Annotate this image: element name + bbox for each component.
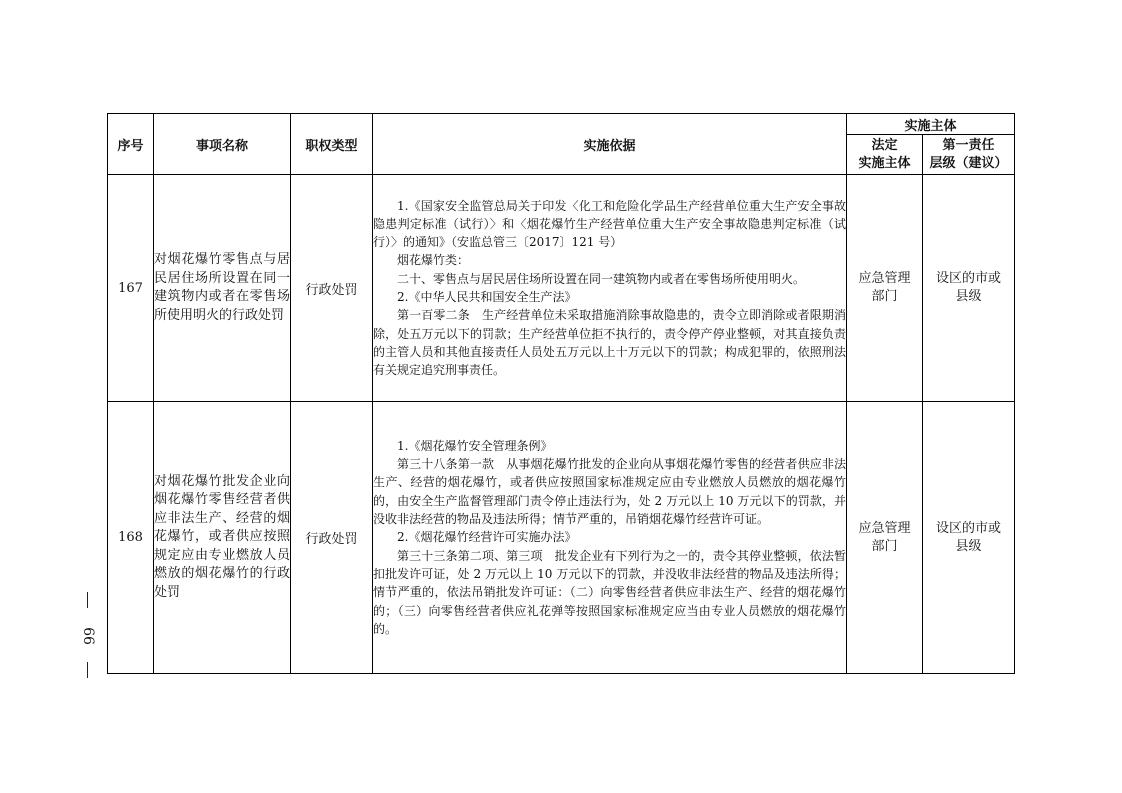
basis-paragraph: 二十、零售点与居民居住场所设置在同一建筑物内或者在零售场所使用明火。 [397,271,806,286]
administrative-penalty-table [107,113,1015,674]
row-item-name: 对烟花爆竹批发企业向烟花爆竹零售经营者供应非法生产、经营的烟花爆竹，或者供应按照规定应由专业燃放人员燃放的烟花爆竹的行政处罚 [154,402,291,674]
legal-subject-line-1: 应急管理 [858,271,911,286]
row-first-responsibility [923,402,1015,674]
row-item-name: 对烟花爆竹零售点与居民居住场所设置在同一建筑物内或者在零售场所使用明火的行政处罚 [154,175,291,402]
first-responsibility-line-2: 县级 [955,538,982,554]
header-first-responsibility-line-1: 第一责任 [942,137,995,153]
row-legal-subject [847,402,923,674]
legal-subject-line-2: 部门 [871,289,898,304]
table-row [108,175,1015,402]
basis-paragraph: 2.《中华人民共和国安全生产法》 [397,290,577,304]
header-basis: 实施依据 [373,114,847,175]
row-first-responsibility [923,175,1015,402]
row-legal-subject [847,175,923,402]
page-number-text: 66 [80,627,96,645]
basis-paragraph: 烟花爆竹类： [397,253,470,268]
page-number [78,592,98,682]
row-basis [373,402,847,674]
basis-paragraph: 2.《烟花爆竹经营许可实施办法》 [397,530,577,545]
row-power-type: 行政处罚 [291,175,373,402]
header-index: 序号 [108,114,154,175]
header-row-1 [108,114,1015,135]
header-power-type: 职权类型 [291,114,373,175]
basis-paragraph: 第三十八条第一款 从事烟花爆竹批发的企业向从事烟花爆竹零售的经营者供应非法生产、经营的烟花爆竹，或者供应按照国家标准规定应由专业燃放人员燃放的烟花爆竹的，由安全生产监督管理部门责令停止违法行为，处 2 万元以上 10 万元以下的罚款，并没收非法经营的物品及违法所得；情节严重的，吊销烟花爆竹经营许可证。 [373,457,846,527]
page-number-dash-bottom [87,662,88,678]
basis-paragraph: 第三十三条第二项、第三项 批发企业有下列行为之一的，责令其停业整顿，依法暂扣批发许可证，处 2 万元以上 10 万元以下的罚款，并没收非法经营的物品及违法所得；情节严重的，依法吊销批发许可证：（二）向零售经营者供应非法生产、经营的烟花爆竹的；（三）向零售经营者供应礼花弹等按照国家标准规定应当由专业人员燃放的烟花爆竹的。 [373,548,846,636]
row-power-type: 行政处罚 [291,402,373,674]
basis-paragraph: 第一百零二条 生产经营单位未采取措施消除事故隐患的，责令立即消除或者限期消除，处五万元以下的罚款；生产经营单位拒不执行的，责令停产停业整顿，对其直接负责的主管人员和其他直接责任人员处五万元以上十万元以下的罚款；构成犯罪的，依照刑法有关规定追究刑事责任。 [373,308,846,378]
header-item-name: 事项名称 [154,114,291,175]
page-number-dash-top [87,592,88,608]
basis-paragraph: 1.《烟花爆竹安全管理条例》 [397,438,553,453]
header-legal-subject [847,135,923,175]
basis-paragraph: 1.《国家安全监管总局关于印发〈化工和危险化学品生产经营单位重大生产安全事故隐患判定标准（试行）〉和〈烟花爆竹生产经营单位重大生产安全事故隐患判定标准（试行）〉的通知》（安监总管三〔2017〕121 号） [373,198,846,250]
row-basis [373,175,847,402]
header-subject-group: 实施主体 [847,114,1015,135]
row-index: 168 [108,402,154,674]
header-legal-subject-line-2: 实施主体 [858,155,911,171]
header-first-responsibility [923,135,1015,175]
legal-subject-line-2: 部门 [871,538,898,554]
table-row [108,402,1015,674]
header-legal-subject-line-1: 法定 [871,137,898,153]
first-responsibility-line-1: 设区的市或 [936,271,1002,286]
legal-subject-line-1: 应急管理 [858,520,911,536]
header-first-responsibility-line-2: 层级（建议） [929,155,1008,171]
row-index: 167 [108,175,154,402]
first-responsibility-line-1: 设区的市或 [936,520,1002,536]
first-responsibility-line-2: 县级 [955,289,982,304]
